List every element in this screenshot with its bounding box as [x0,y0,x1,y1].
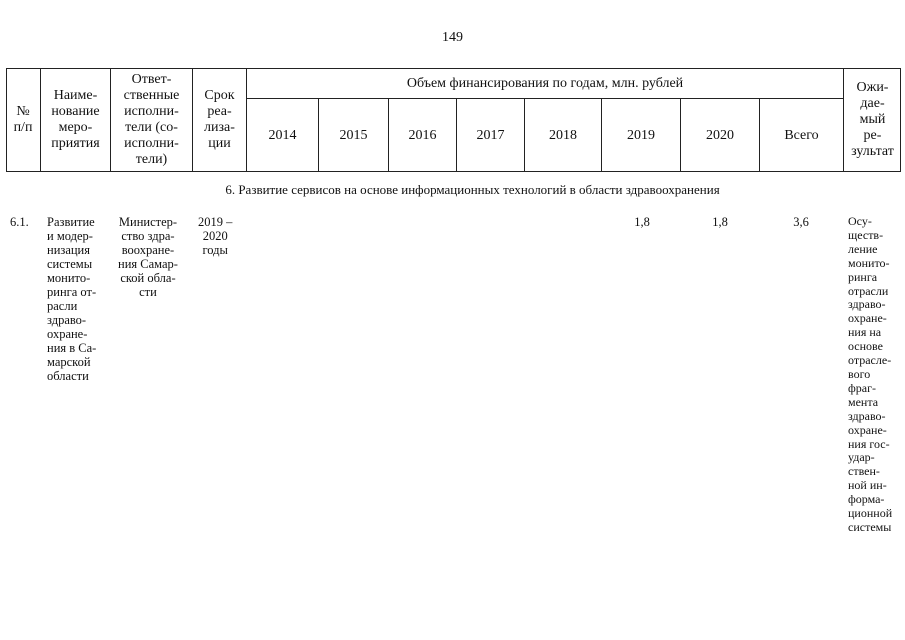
row-result: Осу- ществ- ление монито- ринга отрасли здраво- охране- ния на основе отрасле- вого фраг- мента здраво- охране- ния гос- удар- ствен- ной ин- форма- ционной системы [848,214,893,534]
page-number: 149 [442,30,463,45]
header-year: 2018 [549,127,577,143]
header-year: 2020 [706,127,734,143]
value-2020: 1,8 [712,215,728,229]
row-number: 6.1. [10,215,29,229]
header-result: Ожи- дае- мый ре- зультат [851,80,894,159]
value-total: 3,6 [793,215,809,229]
row-responsible: Министер- ство здра- воохране- ния Самар- ской обла- сти [118,215,178,299]
header-year: 2019 [627,127,655,143]
header-total: Всего [784,127,819,143]
header-financing: Объем финансирования по годам, млн. рублей [406,75,684,91]
header-year: 2017 [476,127,505,143]
header-name: Наиме- нование меро- приятия [51,88,100,151]
header-num: № п/п [13,104,33,135]
header-year: 2014 [268,127,297,143]
header-responsible: Ответ- ственные исполни- тели (со- исполни- тели) [123,72,180,167]
section-title: 6. Развитие сервисов на основе информационных технологий в области здравоохранения [225,182,720,197]
row-name: Развитие и модер- низация системы монито- ринга от- расли здраво- охране- ния в Са- марской области [47,215,97,383]
header-year: 2015 [339,127,368,143]
header-year: 2016 [408,127,437,143]
header-term: Срок реа- лиза- ции [204,88,235,151]
value-2019: 1,8 [634,215,650,229]
row-term: 2019 – 2020 годы [198,215,233,257]
